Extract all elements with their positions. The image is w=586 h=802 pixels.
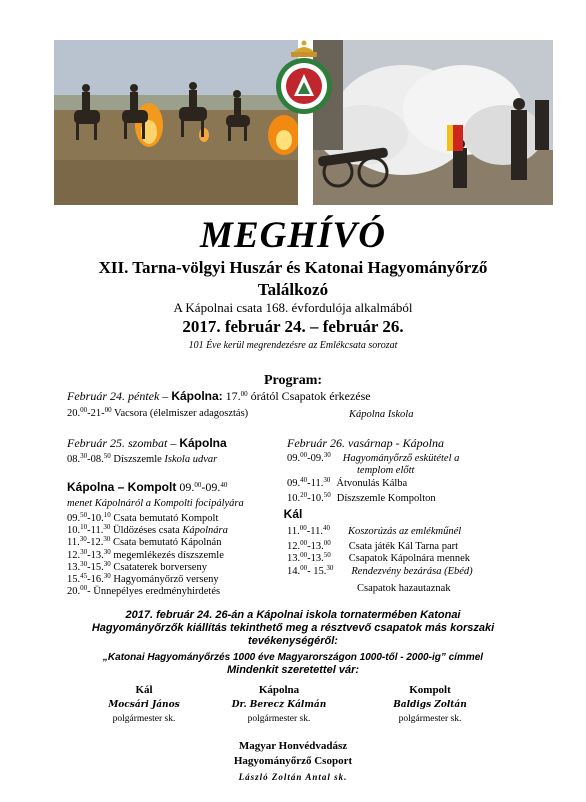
friday-header (67, 390, 371, 403)
time-sup: 50 (80, 511, 88, 519)
event-name-line2: Találkozó (257, 280, 329, 299)
event-name: XII. Tarna-völgyi Huszár és Katonai Hagyományőrző (98, 258, 488, 277)
signature-name: Dr. Berecz Kálmán (231, 700, 327, 710)
time: -13. (307, 553, 324, 564)
time: 09. (67, 513, 81, 524)
time: -13. (307, 541, 324, 552)
activity-text: Díszszemle Kompolton (336, 493, 436, 504)
exhibit-line3: tevékenységéről: (248, 635, 338, 647)
time-sup: 10 (80, 523, 88, 532)
schedule-row (67, 453, 217, 466)
schedule-row (287, 552, 470, 565)
time: -08. (87, 454, 104, 465)
time-sup: 30 (323, 476, 331, 484)
friday-time: 17. (222, 389, 241, 403)
activity-text: Díszszemle (110, 454, 165, 465)
photo-cannon (313, 40, 553, 205)
friday-dinner: Vacsora (élelmiszer adagosztás) (111, 408, 249, 419)
schedule-row (67, 585, 220, 598)
schedule-row (357, 582, 451, 595)
activity-text: Rendezvény bezárása (Ebéd) (351, 566, 473, 577)
time: 13. (287, 553, 301, 564)
time-sup: 00 (80, 584, 88, 593)
activity-text: Átvonulás Kálba (336, 478, 408, 489)
friday-place: Kápolna: (171, 389, 223, 403)
time: - (87, 586, 94, 598)
time: -11. (307, 478, 324, 489)
time: 13. (67, 561, 81, 573)
exhibit-line2: Hagyományőrzők kiállítás tekinthető meg a résztvevő csapatok más korszaki (91, 622, 495, 634)
saturday-place: Kápolna (179, 436, 227, 450)
time-sup: 00 (104, 406, 112, 414)
org-name-2: Hagyományőrző Csoport (233, 755, 353, 767)
activity-text: Csata játék Kál Tarna part (348, 541, 459, 552)
time: -11. (87, 525, 104, 537)
exhibit-line4: „Katonai Hagyományőrzés 1000 éve Magyarországon 1000-től - 2000-ig” címmel (102, 652, 484, 663)
time: -11. (306, 526, 323, 537)
signature-role: polgármester sk. (398, 714, 462, 724)
time-sup: 30 (79, 535, 87, 544)
time-sup: 00 (299, 524, 307, 532)
schedule-row (67, 549, 224, 562)
activity-location: Kápolnára (182, 525, 228, 537)
time: 11. (67, 537, 80, 549)
time-sup: 45 (80, 572, 88, 580)
time-sup: 00 (323, 539, 331, 547)
time: -09. (307, 453, 324, 464)
event-dates: 2017. február 24. – február 26. (182, 317, 404, 336)
time: 14. (287, 566, 301, 577)
friday-dinner-row (67, 407, 248, 420)
time-sup: 00 (194, 481, 202, 489)
time-sup: 40 (300, 476, 308, 484)
activity-text: Koszorúzás az emlékműnél (347, 526, 462, 537)
schedule-row (67, 573, 219, 586)
time-sup: 30 (103, 559, 111, 568)
activity-text: Csata bemutató Kápolnán (110, 537, 222, 549)
time: 12. (67, 549, 81, 561)
time-sup: 30 (103, 547, 111, 556)
time-sup: 50 (103, 452, 111, 460)
time: 10. (67, 525, 81, 537)
time-sup: 30 (80, 547, 88, 556)
time-sup: 30 (80, 559, 88, 568)
activity-text: templom előtt (357, 465, 415, 476)
time-sup: 20 (300, 491, 308, 499)
kompolt-march: menet Kápolnáról a Kompolti focipályára (67, 498, 244, 509)
activity-text: Ünnepélyes eredményhirdetés (93, 586, 221, 598)
friday-day: Február 24. péntek – (67, 389, 172, 403)
activity-text: Hagyományőrző verseny (110, 574, 219, 585)
activity-location: Iskola udvar (164, 454, 218, 465)
kompolt-header (67, 481, 227, 494)
time-sup: 30 (326, 564, 334, 572)
time-sup: 00 (300, 451, 308, 459)
time: -15. (87, 561, 104, 573)
exhibit-line1: 2017. február 24. 26-án a Kápolnai iskola tornatermében Katonai (125, 609, 461, 621)
time-sup: 30 (103, 523, 111, 532)
signature-role: polgármester sk. (112, 714, 176, 724)
activity-text: Csata bemutató Kompolt (110, 513, 219, 524)
time: -12. (86, 537, 104, 549)
schedule-row (287, 565, 473, 578)
time: -09. (201, 480, 221, 494)
schedule-row (357, 464, 414, 477)
time: 08. (67, 454, 81, 465)
friday-arrival: órától Csapatok érkezése (247, 389, 371, 403)
time-sup: 30 (80, 452, 88, 460)
time: -21- (87, 408, 105, 419)
schedule-row (287, 525, 461, 538)
time: -10. (307, 493, 324, 504)
photo-hussars (54, 40, 298, 205)
signature-place: Kompolt (409, 684, 451, 696)
friday-time-sup: 00 (240, 390, 248, 398)
time-sup: 00 (300, 539, 308, 547)
time: 11. (287, 526, 300, 537)
time: 09. (287, 453, 301, 464)
time-sup: 10 (103, 511, 111, 519)
time: 12. (287, 541, 301, 552)
page-title: MEGHÍVÓ (200, 215, 386, 256)
program-title: Program: (263, 373, 323, 388)
saturday-day: Február 25. szombat – (67, 436, 180, 450)
signature-place: Kápolna (258, 684, 300, 696)
time-sup: 50 (323, 551, 331, 559)
time-sup: 50 (323, 491, 331, 499)
schedule-row (287, 477, 407, 490)
signer-signature: László Zoltán Antal sk. (238, 772, 348, 782)
signature-name: Mocsári János (108, 700, 180, 710)
time: 10. (287, 493, 301, 504)
time-sup: 00 (300, 551, 308, 559)
kal-title: Kál (283, 507, 303, 521)
activity-text: Üldözéses csata (110, 525, 183, 537)
time: 20. (67, 408, 81, 419)
time: 09. (176, 480, 195, 494)
schedule-row (67, 536, 221, 549)
kompolt-title: Kápolna – Kompolt (67, 480, 177, 494)
sunday-header: Február 26. vasárnap - Kápolna (287, 436, 444, 450)
time-sup: 00 (300, 564, 308, 572)
time-sup: 40 (220, 481, 228, 489)
time: -16. (87, 574, 104, 585)
time-sup: 30 (323, 451, 331, 459)
time-sup: 00 (80, 406, 88, 414)
schedule-row (67, 561, 207, 574)
schedule-row (287, 492, 436, 505)
saturday-header (67, 437, 227, 450)
activity-text: megemlékezés díszszemle (110, 549, 224, 561)
time-sup: 30 (103, 535, 111, 544)
time: -10. (87, 513, 104, 524)
time: 09. (287, 478, 301, 489)
time-sup: 40 (322, 524, 330, 532)
friday-dinner-location: Kápolna Iskola (349, 409, 414, 420)
org-name-1: Magyar Honvédvadász (238, 740, 348, 752)
activity-text: Csapatok hazautaznak (357, 583, 451, 594)
signature-name: Baldigs Zoltán (393, 700, 467, 710)
time: 20. (67, 586, 81, 598)
time: -13. (87, 549, 104, 561)
time-sup: 30 (103, 572, 111, 580)
schedule-row (67, 524, 228, 537)
occasion-text: A Kápolnai csata 168. évfordulója alkalmából (173, 300, 413, 315)
activity-text: Csataterek borverseny (110, 561, 207, 573)
activity-text: Csapatok Kápolnára mennek (348, 553, 471, 564)
signature-role: polgármester sk. (247, 714, 311, 724)
signature-place: Kál (135, 684, 153, 696)
exhibit-line5: Mindenkit szeretettel vár: (226, 664, 360, 676)
time: 15. (67, 574, 81, 585)
coat-of-arms-logo (274, 38, 334, 118)
activity-text: Hagyományőrző eskütétel a (342, 453, 460, 464)
anniversary-note: 101 Éve kerül megrendezésre az Emlékcsata sorozat (188, 340, 398, 351)
time: - 15. (307, 566, 327, 577)
